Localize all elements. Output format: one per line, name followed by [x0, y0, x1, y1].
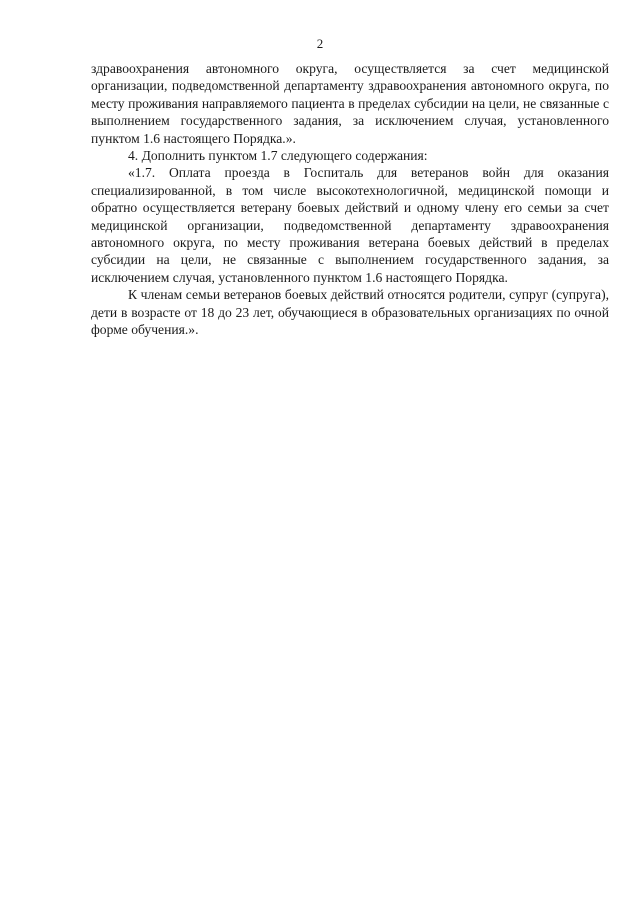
paragraph-family-members: К членам семьи ветеранов боевых действий относятся родители, супруг (супруга), дети в возрасте от 18 до 23 лет, обучающиеся в образовательных организациях по очной форме обучения.».	[91, 287, 609, 338]
paragraph-continuation: здравоохранения автономного округа, осуществляется за счет медицинской организации, подведомственной департаменту здравоохранения автономного округа, по месту проживания направляемого пациента в пределах субсидии на цели, не связанные с выполнением государственного задания, за исключением случая, установленного пунктом 1.6 настоящего Порядка.».	[91, 61, 609, 146]
document-body	[91, 60, 609, 339]
page-number: 2	[316, 36, 324, 51]
paragraph-item-4: 4. Дополнить пунктом 1.7 следующего содержания:	[128, 148, 428, 164]
paragraph-clause-1-7: «1.7. Оплата проезда в Госпиталь для ветеранов войн для оказания специализированной, в том числе высокотехнологичной, медицинской помощи и обратно осуществляется ветерану боевых действий и одному члену его семьи за счет медицинской организации, подведомственной департаменту здравоохранения автономного округа, по месту проживания ветерана боевых действий в пределах субсидии на цели, не связанные с выполнением государственного задания, за исключением случая, установленного пунктом 1.6 настоящего Порядка.	[91, 165, 609, 285]
